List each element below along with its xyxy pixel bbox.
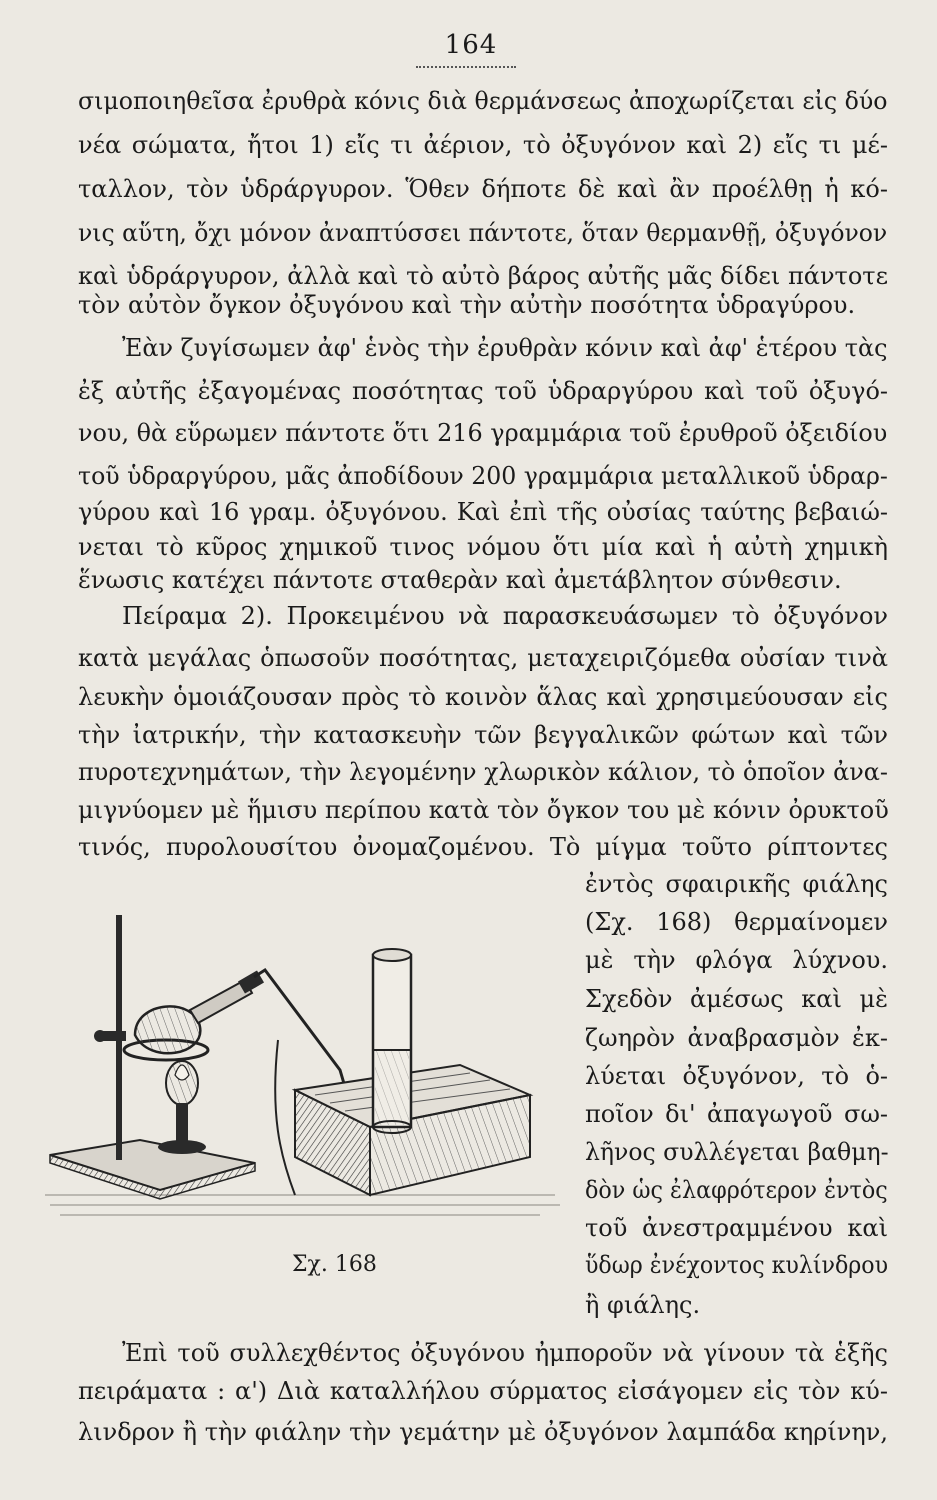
side-text-line: τοῦ ἀνεστραμμένου καὶ	[585, 1214, 888, 1242]
text-line: τινός, πυρολουσίτου ὀνομαζομένου. Τὸ μίγμα τοῦτο ρίπτοντες	[78, 833, 888, 861]
text-line: νου, θὰ εὕρωμεν πάντοτε ὅτι 216 γραμμάρια τοῦ ἐρυθροῦ ὀξειδίου	[78, 419, 888, 447]
side-text-line: ἢ φιάλης.	[585, 1291, 701, 1319]
text-line: τοῦ ὑδραργύρου, μᾶς ἀποδίδουν 200 γραμμάρια μεταλλικοῦ ὑδραρ-	[78, 462, 888, 490]
apparatus-illustration	[40, 905, 570, 1225]
text-line: λινδρον ἢ τὴν φιάλην τὴν γεμάτην μὲ ὀξυγόνον λαμπάδα κηρίνην,	[78, 1418, 888, 1446]
page-number: 164	[444, 30, 498, 60]
text-line: τὸν αὐτὸν ὄγκον ὀξυγόνου καὶ τὴν αὐτὴν ποσότητα ὑδραγύρου.	[78, 291, 856, 319]
text-line: κατὰ μεγάλας ὁπωσοῦν ποσότητας, μεταχειριζόμεθα οὐσίαν τινὰ	[78, 644, 888, 672]
text-line: πυροτεχνημάτων, τὴν λεγομένην χλωρικὸν κάλιον, τὸ ὁποῖον ἀνα-	[78, 758, 888, 786]
side-text-line: (Σχ. 168) θερμαίνομεν	[585, 908, 888, 936]
text-line: ταλλον, τὸν ὑδράργυρον. Ὅθεν δήποτε δὲ καὶ ἂν προέλθῃ ἡ κό-	[78, 175, 888, 203]
side-text-line: δὸν ὡς ἐλαφρότερον ἐντὸς	[585, 1176, 888, 1204]
text-line: ἕνωσις κατέχει πάντοτε σταθερὰν καὶ ἀμετάβλητον σύνθεσιν.	[78, 566, 842, 594]
text-line: γύρου καὶ 16 γραμ. ὀξυγόνου. Καὶ ἐπὶ τῆς οὐσίας ταύτης βεβαιώ-	[78, 498, 888, 526]
side-text-line: λῆνος συλλέγεται βαθμη-	[585, 1138, 889, 1166]
text-line: Ἐπὶ τοῦ συλλεχθέντος ὀξυγόνου ἠμποροῦν νὰ γίνουν τὰ ἑξῆς	[122, 1339, 888, 1367]
text-line: λευκὴν ὁμοιάζουσαν πρὸς τὸ κοινὸν ἅλας καὶ χρησιμεύουσαν εἰς	[78, 683, 888, 711]
text-line: νις αὕτη, ὄχι μόνον ἀναπτύσσει πάντοτε, ὅταν θερμανθῇ, ὀξυγόνον	[78, 219, 888, 247]
text-line: νέα σώματα, ἤτοι 1) εἴς τι ἀέριον, τὸ ὀξυγόνον καὶ 2) εἴς τι μέ-	[78, 131, 888, 159]
side-text-line: ζωηρὸν ἀναβρασμὸν ἐκ-	[585, 1024, 888, 1052]
side-text-line: μὲ τὴν φλόγα λύχνου.	[585, 946, 888, 974]
text-line: ἐξ αὐτῆς ἐξαγομένας ποσότητας τοῦ ὑδραργύρου καὶ τοῦ ὀξυγό-	[78, 377, 888, 405]
text-line: σιμοποιηθεῖσα ἐρυθρὰ κόνις διὰ θερμάνσεως ἀποχωρίζεται εἰς δύο	[78, 87, 888, 115]
text-line: καὶ ὑδράργυρον, ἀλλὰ καὶ τὸ αὐτὸ βάρος αὐτῆς μᾶς δίδει πάντοτε	[78, 262, 888, 290]
side-text-line: ὕδωρ ἐνέχοντος κυλίνδρου	[585, 1251, 889, 1279]
side-text-line: Σχεδὸν ἀμέσως καὶ μὲ	[585, 985, 888, 1013]
figure-caption: Σχ. 168	[292, 1252, 377, 1277]
text-line: Ἐὰν ζυγίσωμεν ἀφ' ἑνὸς τὴν ἐρυθρὰν κόνιν καὶ ἀφ' ἑτέρου τὰς	[122, 334, 888, 362]
page-number-rule	[416, 66, 516, 68]
side-text-line: ἐντὸς σφαιρικῆς φιάλης	[585, 870, 888, 898]
text-line: Πείραμα 2). Προκειμένου νὰ παρασκευάσωμεν τὸ ὀξυγόνον	[122, 602, 888, 630]
side-text-line: λύεται ὀξυγόνον, τὸ ὁ-	[585, 1062, 888, 1090]
text-line: πειράματα : α') Διὰ καταλλήλου σύρματος εἰσάγομεν εἰς τὸν κύ-	[78, 1377, 888, 1405]
text-line: μιγνύομεν μὲ ἥμισυ περίπου κατὰ τὸν ὄγκον του μὲ κόνιν ὀρυκτοῦ	[78, 796, 889, 824]
text-line: νεται τὸ κῦρος χημικοῦ τινος νόμου ὅτι μία καὶ ἡ αὐτὴ χημικὴ	[78, 533, 888, 561]
side-text-line: ποῖον δι' ἀπαγωγοῦ σω-	[585, 1100, 888, 1128]
text-line: τὴν ἰατρικήν, τὴν κατασκευὴν τῶν βεγγαλικῶν φώτων καὶ τῶν	[78, 721, 888, 749]
